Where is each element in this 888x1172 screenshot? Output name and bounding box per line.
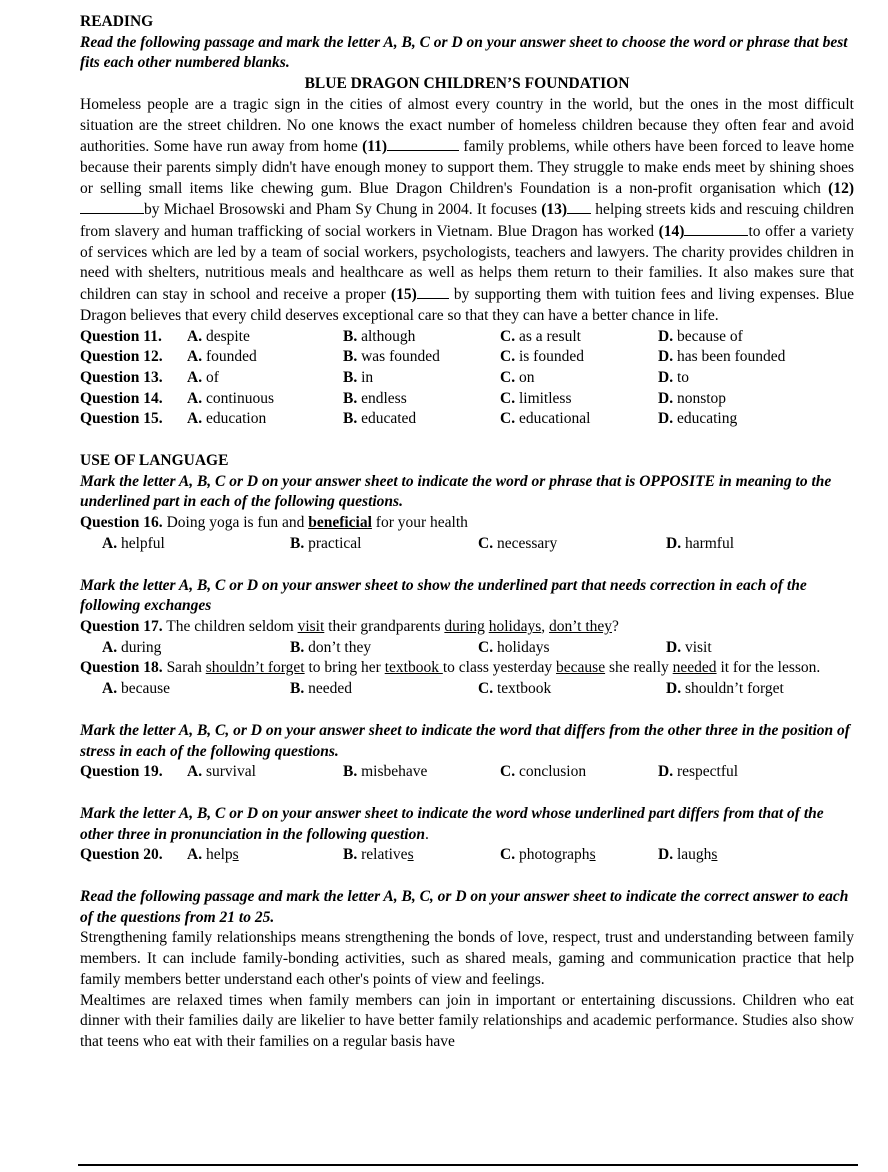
option-d[interactable]: D. has been founded [658, 348, 786, 366]
option-a[interactable]: A. founded [187, 348, 257, 366]
option-d[interactable]: D. laughs [658, 846, 718, 864]
option-a[interactable]: A. because [102, 680, 171, 698]
option-b[interactable]: B. educated [343, 410, 417, 428]
blank-12[interactable] [80, 199, 144, 214]
option-d[interactable]: D. to [658, 368, 690, 386]
question-17-stem: Question 17. The children seldom visit their grandparents during holidays, don’t they? [80, 617, 619, 635]
question-20-row: Question 20. A. helps B. relatives C. photographs D. laughs [80, 845, 854, 866]
option-c[interactable]: C. limitless [500, 389, 572, 407]
option-c[interactable]: C. on [500, 368, 535, 386]
blank-13[interactable] [567, 199, 591, 214]
option-b[interactable]: B. in [343, 368, 374, 386]
option-a[interactable]: A. survival [187, 763, 256, 781]
passage-2-paragraph-2: Mealtimes are relaxed times when family members can join in important or entertaining discussions. Children who eat dinner with their families daily are likelier to have better family relationships and academic performance. Studies also show that teens who eat with their families on a regular basis have [80, 991, 854, 1050]
footer-divider [78, 1164, 858, 1166]
instruction-21-25: Read the following passage and mark the letter A, B, C, or D on your answer sheet to indicate the correct answer to each of the questions from 21 to 25. [80, 888, 849, 926]
option-d[interactable]: D. shouldn’t forget [666, 680, 784, 698]
blank-11[interactable] [387, 136, 459, 151]
instruction-20: Mark the letter A, B, C or D on your answer sheet to indicate the word whose underlined part differs from that of the other three in pronunciation in the following question. [80, 804, 824, 843]
option-b[interactable]: B. practical [290, 534, 362, 552]
option-d[interactable]: D. educating [658, 410, 738, 428]
questions-11-15 [80, 327, 854, 431]
blank-14[interactable] [684, 221, 748, 236]
question-17-options [80, 638, 854, 659]
option-b[interactable]: B. was founded [343, 348, 440, 366]
worksheet-page [80, 12, 854, 1053]
question-row: Question 11. A. despite B. although C. as a result D. because of [80, 327, 854, 348]
option-a[interactable]: A. continuous [187, 389, 274, 407]
option-b[interactable]: B. endless [343, 389, 407, 407]
option-c[interactable]: C. as a result [500, 327, 581, 345]
question-16-options [80, 534, 854, 555]
option-d[interactable]: D. nonstop [658, 389, 727, 407]
question-row: Question 12. A. founded B. was founded C. is founded D. has been founded [80, 347, 854, 368]
option-a[interactable]: A. helps [187, 846, 239, 864]
question-16-stem: Question 16. Doing yoga is fun and beneficial for your health [80, 514, 468, 532]
question-row: Question 14. A. continuous B. endless C. limitless D. nonstop [80, 389, 854, 410]
question-18-options [80, 679, 854, 700]
question-18-stem: Question 18. Sarah shouldn’t forget to bring her textbook to class yesterday because she really needed it for the lesson. [80, 659, 821, 677]
option-b[interactable]: B. don’t they [290, 638, 372, 656]
question-row: Question 15. A. education B. educated C. educational D. educating [80, 409, 854, 430]
reading-heading: READING [80, 13, 154, 30]
option-a[interactable]: A. education [187, 410, 267, 428]
option-b[interactable]: B. misbehave [343, 763, 428, 781]
reading-instruction: Read the following passage and mark the letter A, B, C or D on your answer sheet to choose the word or phrase that best fits each other numbered blanks. [80, 33, 848, 72]
option-b[interactable]: B. relatives [343, 846, 414, 864]
option-b[interactable]: B. needed [290, 680, 352, 698]
option-d[interactable]: D. because of [658, 327, 743, 345]
option-c[interactable]: C. conclusion [500, 763, 587, 781]
reading-passage: Homeless people are a tragic sign in the cities of almost every country in the world, but the ones in the most difficult situation are the street children. No one knows the exact number of homeless children because they often fear and avoid authorities. Some have run away from home (11) family problems, while others have been forced to leave home because their parents simply didn't have enough money to support them. They struggle to make ends meet by shining shoes or selling small items like chewing gum. Blue Dragon Children's Foundation is a non-profit organisation which (12)by Michael Brosowski and Pham Sy Chung in 2004. It focuses (13) helping streets kids and rescuing children from slavery and human trafficking of social workers in Vietnam. Blue Dragon has worked (14) to offer a variety of services which are led by a team of social workers, psychologists, teachers and lawyers. The charity provides children in need with shelters, nutritious meals and healthcare as well as helps them return to their families. It also makes sure that children can stay in school and receive a proper (15) by supporting them with tuition fees and living expenses. Blue Dragon believes that every child deserves exceptional care so that they can have a better chance in life. [80, 95, 855, 324]
option-c[interactable]: C. textbook [478, 680, 552, 698]
option-b[interactable]: B. although [343, 327, 416, 345]
instruction-17: Mark the letter A, B, C or D on your answer sheet to show the underlined part that needs correction in each of the following exchanges [80, 576, 807, 615]
passage-title: BLUE DRAGON CHILDREN’S FOUNDATION [304, 75, 630, 93]
option-c[interactable]: C. holidays [478, 638, 550, 656]
blank-15[interactable] [417, 284, 449, 299]
passage-2-paragraph-1: Strengthening family relationships means strengthening the bonds of love, respect, trust and understanding between family members. It can include family-bonding activities, such as shared meals, gaming and communication practice that help family members better understand each other's points of view and feelings. [80, 929, 854, 988]
question-19-row: Question 19. A. survival B. misbehave C. conclusion D. respectful [80, 762, 854, 783]
language-heading: USE OF LANGUAGE [80, 452, 229, 470]
option-a[interactable]: A. of [187, 368, 219, 386]
option-c[interactable]: C. necessary [478, 534, 558, 552]
option-d[interactable]: D. respectful [658, 763, 739, 781]
option-a[interactable]: A. during [102, 638, 162, 656]
option-d[interactable]: D. harmful [666, 534, 735, 552]
option-a[interactable]: A. helpful [102, 534, 165, 552]
option-c[interactable]: C. educational [500, 410, 591, 428]
question-row: Question 13. A. of B. in C. on D. to [80, 368, 854, 389]
option-c[interactable]: C. is founded [500, 348, 584, 366]
option-c[interactable]: C. photographs [500, 846, 596, 864]
instruction-19: Mark the letter A, B, C, or D on your answer sheet to indicate the word that differs from the other three in the position of stress in each of the following questions. [80, 721, 850, 760]
instruction-16: Mark the letter A, B, C or D on your answer sheet to indicate the word or phrase that is OPPOSITE in meaning to the underlined part in each of the following questions. [80, 472, 832, 511]
option-d[interactable]: D. visit [666, 638, 712, 656]
option-a[interactable]: A. despite [187, 327, 250, 345]
